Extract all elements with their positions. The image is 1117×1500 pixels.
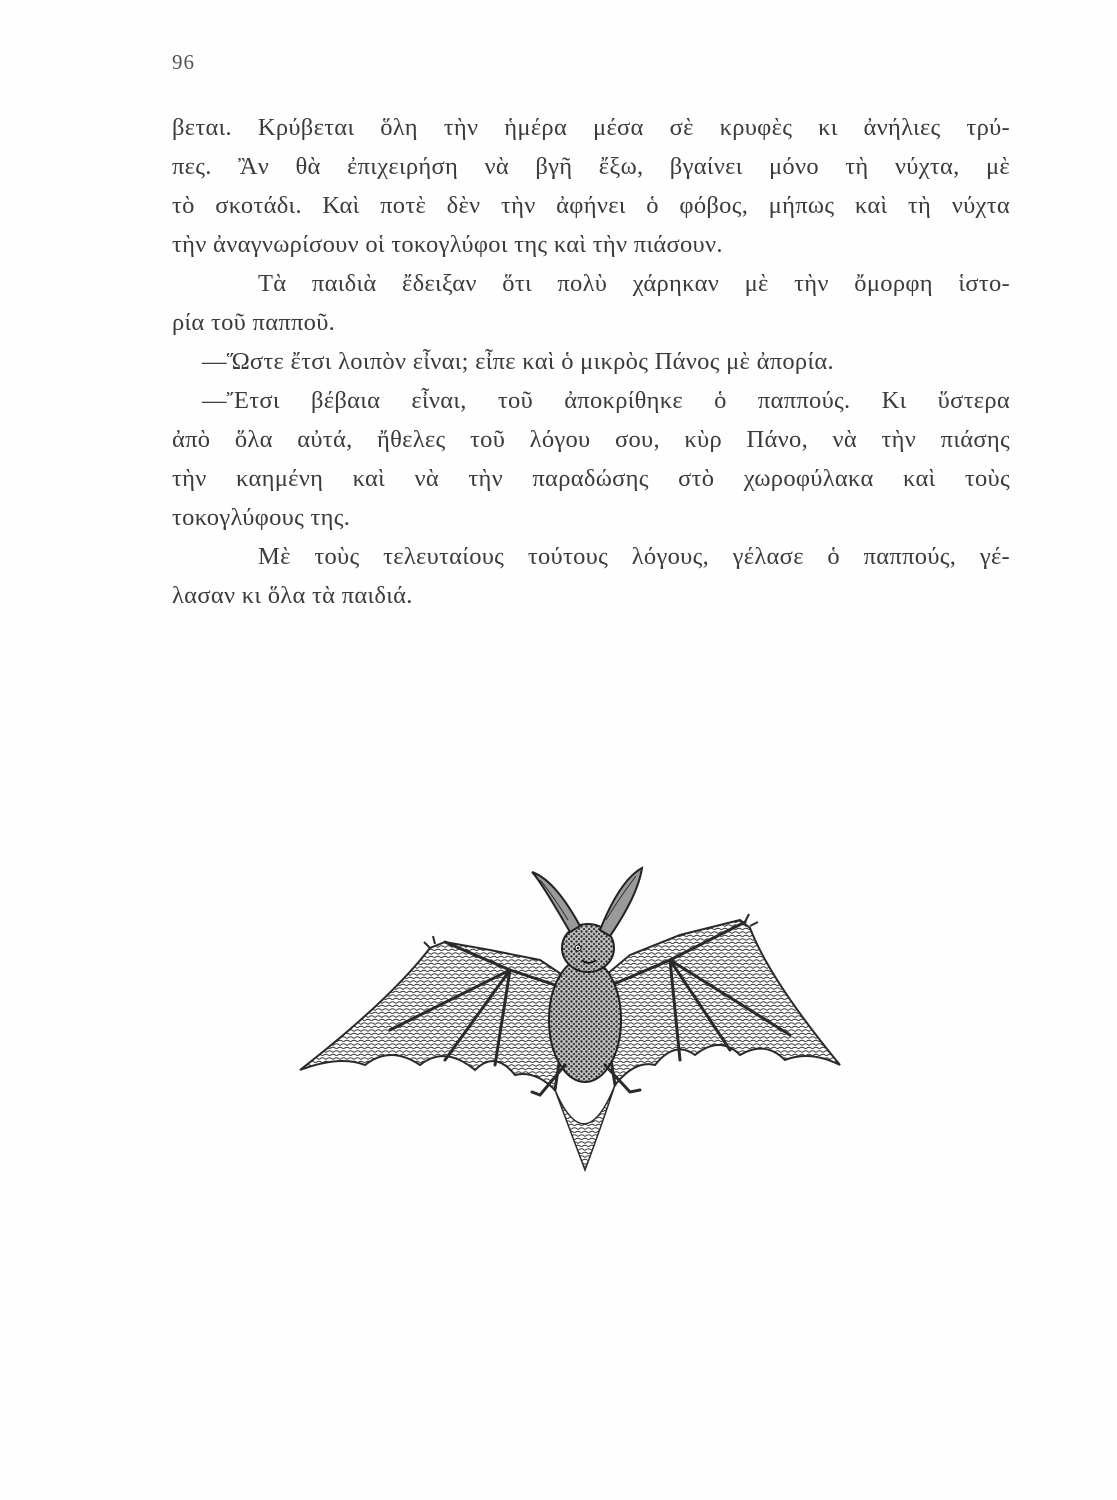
tail-membrane (555, 1085, 615, 1170)
text-line: λασαν κι ὅλα τὰ παιδιά. (172, 582, 413, 609)
right-wing (600, 920, 840, 1085)
right-ear (600, 868, 642, 936)
text-line: τὸ σκοτάδι. Καὶ ποτὲ δὲν τὴν ἀφήνει ὁ φόβος, μήπως καὶ τὴ νύχτα (172, 192, 1010, 219)
text-line: ἀπὸ ὅλα αὐτά, ἤθελες τοῦ λόγου σου, κὺρ Πάνο, νὰ τὴν πιάσης (172, 426, 1010, 453)
text-line: Τὰ παιδιὰ ἔδειξαν ὅτι πολὺ χάρηκαν μὲ τὴν ὄμορφη ἱστο- (258, 270, 1010, 297)
bat-illustration (270, 860, 870, 1190)
bat-body (549, 958, 621, 1082)
page-number: 96 (172, 50, 195, 74)
dialogue-line: —Ἔτσι βέβαια εἶναι, τοῦ ἀποκρίθηκε ὁ παππούς. Κι ὕστερα (202, 387, 1010, 414)
body-text (172, 108, 1010, 615)
left-wing (300, 942, 570, 1090)
text-line: τοκογλύφους της. (172, 504, 351, 531)
text-line: βεται. Κρύβεται ὅλη τὴν ἡμέρα μέσα σὲ κρυφὲς κι ἀνήλιες τρύ- (172, 114, 1010, 141)
text-line: τὴν καημένη καὶ νὰ τὴν παραδώσης στὸ χωροφύλακα καὶ τοὺς (172, 465, 1010, 492)
text-line: ρία τοῦ παπποῦ. (172, 309, 336, 336)
text-line: Μὲ τοὺς τελευταίους τούτους λόγους, γέλασε ὁ παππούς, γέ- (258, 543, 1010, 570)
text-line: πες. Ἂν θὰ ἐπιχειρήση νὰ βγῆ ἔξω, βγαίνει μόνο τὴ νύχτα, μὲ (172, 153, 1010, 180)
dialogue-line: —Ὥστε ἔτσι λοιπὸν εἶναι; εἶπε καὶ ὁ μικρὸς Πάνος μὲ ἀπορία. (202, 348, 834, 375)
text-line: τὴν ἀναγνωρίσουν οἱ τοκογλύφοι της καὶ τὴν πιάσουν. (172, 231, 723, 258)
